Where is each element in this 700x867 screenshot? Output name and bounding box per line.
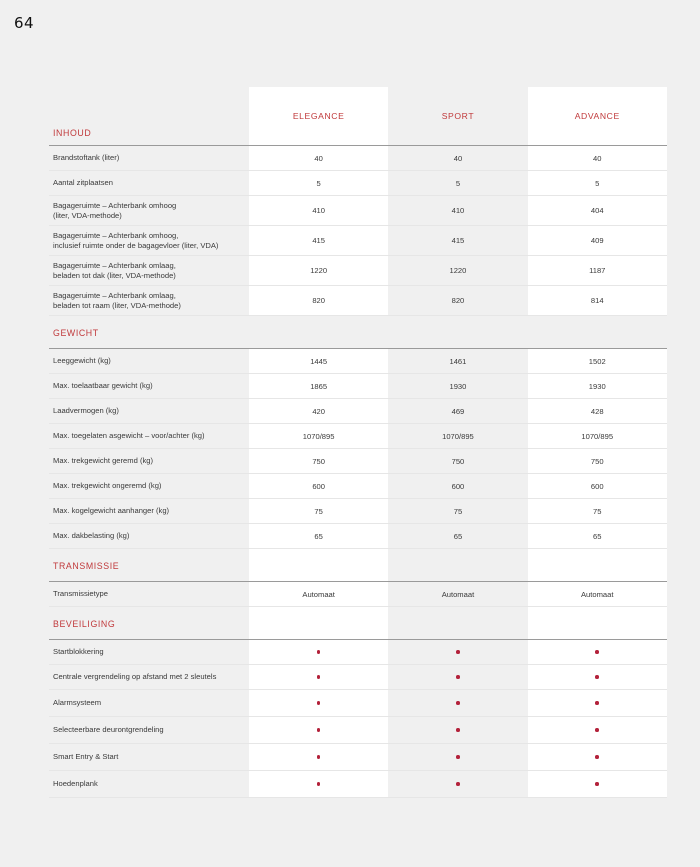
standard-feature-cell [388, 640, 527, 664]
blank-cell [528, 549, 667, 581]
bullet-icon [317, 675, 321, 679]
value-cell-elegance: 1070/895 [249, 424, 388, 448]
row-label: Max. kogelgewicht aanhanger (kg) [53, 506, 170, 515]
table-row [49, 771, 667, 798]
bullet-icon [456, 755, 460, 759]
value-cell-advance: 5 [528, 171, 667, 195]
bullet-icon [317, 755, 321, 759]
standard-feature-cell [388, 665, 527, 689]
standard-feature-cell [249, 640, 388, 664]
value-cell-sport: 1461 [388, 349, 527, 373]
table-row [49, 717, 667, 744]
spec-table [49, 87, 667, 798]
section-title-transmissie: TRANSMISSIE [53, 561, 120, 571]
value-cell-sport: 1930 [388, 374, 527, 398]
standard-feature-cell [249, 665, 388, 689]
table-row [49, 226, 667, 256]
standard-feature-cell [249, 771, 388, 797]
standard-feature-cell [528, 665, 667, 689]
blank-cell [249, 607, 388, 639]
row-label: Max. trekgewicht ongeremd (kg) [53, 481, 162, 490]
bullet-icon [595, 650, 599, 654]
bullet-icon [317, 701, 321, 705]
value-cell-elegance: 5 [249, 171, 388, 195]
table-row [49, 399, 667, 424]
column-header-sport: SPORT [388, 87, 527, 145]
standard-feature-cell [528, 690, 667, 716]
row-label: Max. trekgewicht geremd (kg) [53, 456, 154, 465]
standard-feature-cell [388, 744, 527, 770]
row-label: Bagageruimte – Achterbank omlaag, beladen tot raam (liter, VDA-methode) [53, 290, 181, 310]
value-cell-advance: 814 [528, 286, 667, 315]
value-cell-sport: 1220 [388, 256, 527, 285]
row-label: Bagageruimte – Achterbank omhoog (liter, VDA-methode) [53, 200, 177, 220]
bullet-icon [317, 728, 321, 732]
bullet-icon [317, 782, 321, 786]
bullet-icon [595, 675, 599, 679]
standard-feature-cell [388, 717, 527, 743]
blank-cell [388, 316, 527, 348]
table-row [49, 146, 667, 171]
value-cell-elegance: 420 [249, 399, 388, 423]
value-cell-elegance: 820 [249, 286, 388, 315]
table-row [49, 196, 667, 226]
value-cell-advance: 65 [528, 524, 667, 548]
table-row [49, 665, 667, 690]
value-cell-advance: 428 [528, 399, 667, 423]
value-cell-sport: 65 [388, 524, 527, 548]
section-title-gewicht: GEWICHT [53, 328, 99, 338]
value-cell-sport: 75 [388, 499, 527, 523]
section-title-beveiliging: BEVEILIGING [53, 619, 116, 629]
table-row [49, 286, 667, 316]
value-cell-sport: 415 [388, 226, 527, 255]
row-label: Bagageruimte – Achterbank omhoog, inclusief ruimte onder de bagagevloer (liter, VDA) [53, 230, 219, 250]
bullet-icon [456, 728, 460, 732]
table-row [49, 640, 667, 665]
value-cell-sport: 5 [388, 171, 527, 195]
table-row [49, 524, 667, 549]
section-inhoud [49, 146, 667, 316]
blank-cell [528, 607, 667, 639]
value-cell-advance: 750 [528, 449, 667, 473]
value-cell-elegance: 1220 [249, 256, 388, 285]
standard-feature-cell [249, 717, 388, 743]
value-cell-elegance: 1865 [249, 374, 388, 398]
value-cell-advance: 404 [528, 196, 667, 225]
row-label: Max. toelaatbaar gewicht (kg) [53, 381, 153, 390]
table-row [49, 582, 667, 607]
section-header-beveiliging [49, 607, 667, 640]
row-label: Bagageruimte – Achterbank omlaag, beladen tot dak (liter, VDA-methode) [53, 260, 176, 280]
row-label: Aantal zitplaatsen [53, 178, 113, 187]
value-cell-sport: 1070/895 [388, 424, 527, 448]
blank-cell [388, 549, 527, 581]
blank-cell [388, 607, 527, 639]
blank-cell [528, 316, 667, 348]
row-label: Max. toegelaten asgewicht – voor/achter (kg) [53, 431, 205, 440]
table-row [49, 744, 667, 771]
value-cell-elegance: 600 [249, 474, 388, 498]
bullet-icon [595, 701, 599, 705]
row-label: Smart Entry & Start [53, 752, 119, 761]
standard-feature-cell [388, 771, 527, 797]
table-row [49, 499, 667, 524]
column-header-advance: ADVANCE [528, 87, 667, 145]
bullet-icon [595, 755, 599, 759]
bullet-icon [456, 650, 460, 654]
table-row [49, 690, 667, 717]
bullet-icon [595, 728, 599, 732]
column-header-elegance: ELEGANCE [249, 87, 388, 145]
value-cell-advance: 1930 [528, 374, 667, 398]
row-label: Laadvermogen (kg) [53, 406, 119, 415]
standard-feature-cell [528, 744, 667, 770]
value-cell-elegance: 40 [249, 146, 388, 170]
value-cell-sport: 410 [388, 196, 527, 225]
section-beveiliging [49, 640, 667, 798]
value-cell-advance: 75 [528, 499, 667, 523]
table-row [49, 474, 667, 499]
value-cell-sport: 469 [388, 399, 527, 423]
table-row [49, 374, 667, 399]
section-gewicht [49, 349, 667, 549]
blank-cell [249, 549, 388, 581]
row-label: Startblokkering [53, 647, 104, 656]
bullet-icon [456, 701, 460, 705]
value-cell-elegance: 75 [249, 499, 388, 523]
value-cell-elegance: 750 [249, 449, 388, 473]
table-row [49, 449, 667, 474]
table-header [49, 87, 667, 146]
row-label: Max. dakbelasting (kg) [53, 531, 130, 540]
row-label: Alarmsysteem [53, 698, 102, 707]
bullet-icon [317, 650, 321, 654]
standard-feature-cell [388, 690, 527, 716]
value-cell-advance: 1187 [528, 256, 667, 285]
row-label: Transmissietype [53, 589, 108, 598]
bullet-icon [456, 782, 460, 786]
row-label: Selecteerbare deurontgrendeling [53, 725, 164, 734]
standard-feature-cell [249, 690, 388, 716]
value-cell-elegance: 415 [249, 226, 388, 255]
section-title-inhoud: INHOUD [53, 128, 92, 138]
value-cell-advance: 600 [528, 474, 667, 498]
row-label: Hoedenplank [53, 779, 98, 788]
value-cell-advance: 40 [528, 146, 667, 170]
table-row [49, 171, 667, 196]
standard-feature-cell [528, 640, 667, 664]
standard-feature-cell [249, 744, 388, 770]
row-label: Leeggewicht (kg) [53, 356, 111, 365]
value-cell-elegance: Automaat [249, 582, 388, 606]
section-header-gewicht [49, 316, 667, 349]
value-cell-elegance: 410 [249, 196, 388, 225]
value-cell-advance: 409 [528, 226, 667, 255]
value-cell-elegance: 1445 [249, 349, 388, 373]
value-cell-sport: 40 [388, 146, 527, 170]
bullet-icon [595, 782, 599, 786]
table-row [49, 256, 667, 286]
value-cell-elegance: 65 [249, 524, 388, 548]
row-label: Centrale vergrendeling op afstand met 2 sleutels [53, 672, 217, 681]
blank-cell [249, 316, 388, 348]
value-cell-sport: 600 [388, 474, 527, 498]
value-cell-sport: 820 [388, 286, 527, 315]
standard-feature-cell [528, 771, 667, 797]
value-cell-sport: 750 [388, 449, 527, 473]
value-cell-advance: 1502 [528, 349, 667, 373]
bullet-icon [456, 675, 460, 679]
value-cell-sport: Automaat [388, 582, 527, 606]
standard-feature-cell [528, 717, 667, 743]
section-header-transmissie [49, 549, 667, 582]
row-label: Brandstoftank (liter) [53, 153, 120, 162]
section-transmissie [49, 582, 667, 607]
value-cell-advance: Automaat [528, 582, 667, 606]
table-row [49, 349, 667, 374]
page-number: 64 [14, 14, 35, 32]
value-cell-advance: 1070/895 [528, 424, 667, 448]
table-row [49, 424, 667, 449]
